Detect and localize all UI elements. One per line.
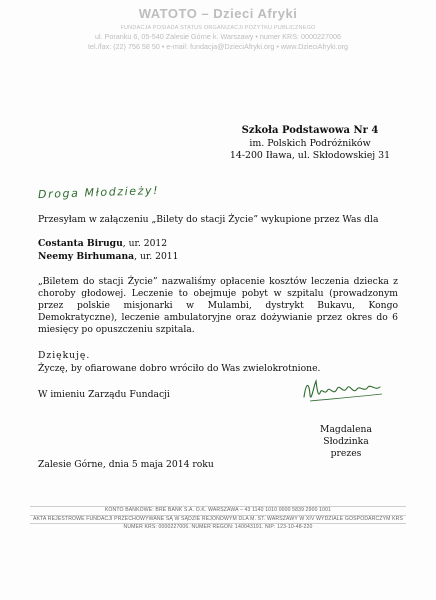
foundation-address: ul. Poranku 6, 05-540 Zalesie Górne k. Warszawy • numer KRS: 0000227006: [95, 32, 341, 41]
addressee-school: Szkoła Podstawowa Nr 4: [241, 125, 379, 136]
signer-block: [298, 424, 394, 460]
footer: [30, 506, 406, 532]
wish-line: Życzę, by ofiarowane dobro wróciło do Was zwielokrotnione.: [38, 363, 321, 374]
child-2-year: , ur. 2011: [134, 251, 179, 262]
signer-name: Magdalena Słodzinka: [320, 424, 372, 447]
child-2-name: Neemy Birhumana: [38, 251, 135, 262]
child-1-name: Costanta Birugu: [38, 238, 123, 249]
foundation-status: FUNDACJA POSIADA STATUS ORGANIZACJI POŻYTKU PUBLICZNEGO: [120, 25, 316, 31]
addressee-patron: im. Polskich Podróżników: [249, 137, 371, 149]
addressee-address: 14-200 Iława, ul. Skłodowskiej 31: [229, 150, 391, 161]
footer-numbers: NUMER KRS: 0000227006. NUMER REGON: 140043191. NIP: 123-10-48-220: [30, 523, 406, 532]
intro-line: Przesyłam w załączeniu „Bilety do stacji Życie” wykupione przez Was dla: [38, 214, 379, 225]
signature-scribble: [300, 375, 388, 407]
body-paragraph: „Biletem do stacji Życie” nazwaliśmy opłacenie kosztów leczenia dziecka z choroby głodowej. Leczenie to obejmuje pobyt w szpitalu (prowadzonym przez polskie misjonarki w Mulambi, dystrykt Bukavu, Kongo Demokratyczne), leczenie ambulatoryjne oraz dożywianie przez okres do 6 miesięcy po opuszczeniu szpitala.: [38, 276, 398, 335]
letterhead: [0, 6, 436, 52]
place-date: Zalesie Górne, dnia 5 maja 2014 roku: [38, 459, 214, 470]
addressee-block: [205, 125, 415, 163]
handwritten-greeting: Droga Młodzieży!: [37, 183, 160, 202]
foundation-title: WATOTO – Dzieci Afryki: [138, 6, 298, 21]
closing-line: W imieniu Zarządu Fundacji: [38, 389, 170, 400]
footer-registry: AKTA REJESTROWE FUNDACJI PRZECHOWYWANE SĄ W SĄDZIE REJONOWYM DLA M. ST. WARSZAWY W XIV WYDZIALE GOSPODARCZYM KRS: [30, 515, 406, 524]
footer-bank: KONTO BANKOWE: BRE BANK S.A. O.K. WARSZAWA – 43 1140 1010 0000 5839 2900 1001: [30, 506, 406, 515]
thanks-line: Dziękuję.: [38, 350, 91, 361]
child-1-year: , ur. 2012: [122, 238, 168, 249]
child-1: [38, 238, 398, 250]
child-2: [38, 251, 398, 263]
foundation-contact: tel./fax: (22) 756 58 50 • e-mail: fundacja@DzieciAfryki.org • www.DzieciAfryki.org: [88, 42, 348, 51]
signer-role: prezes: [330, 448, 362, 459]
